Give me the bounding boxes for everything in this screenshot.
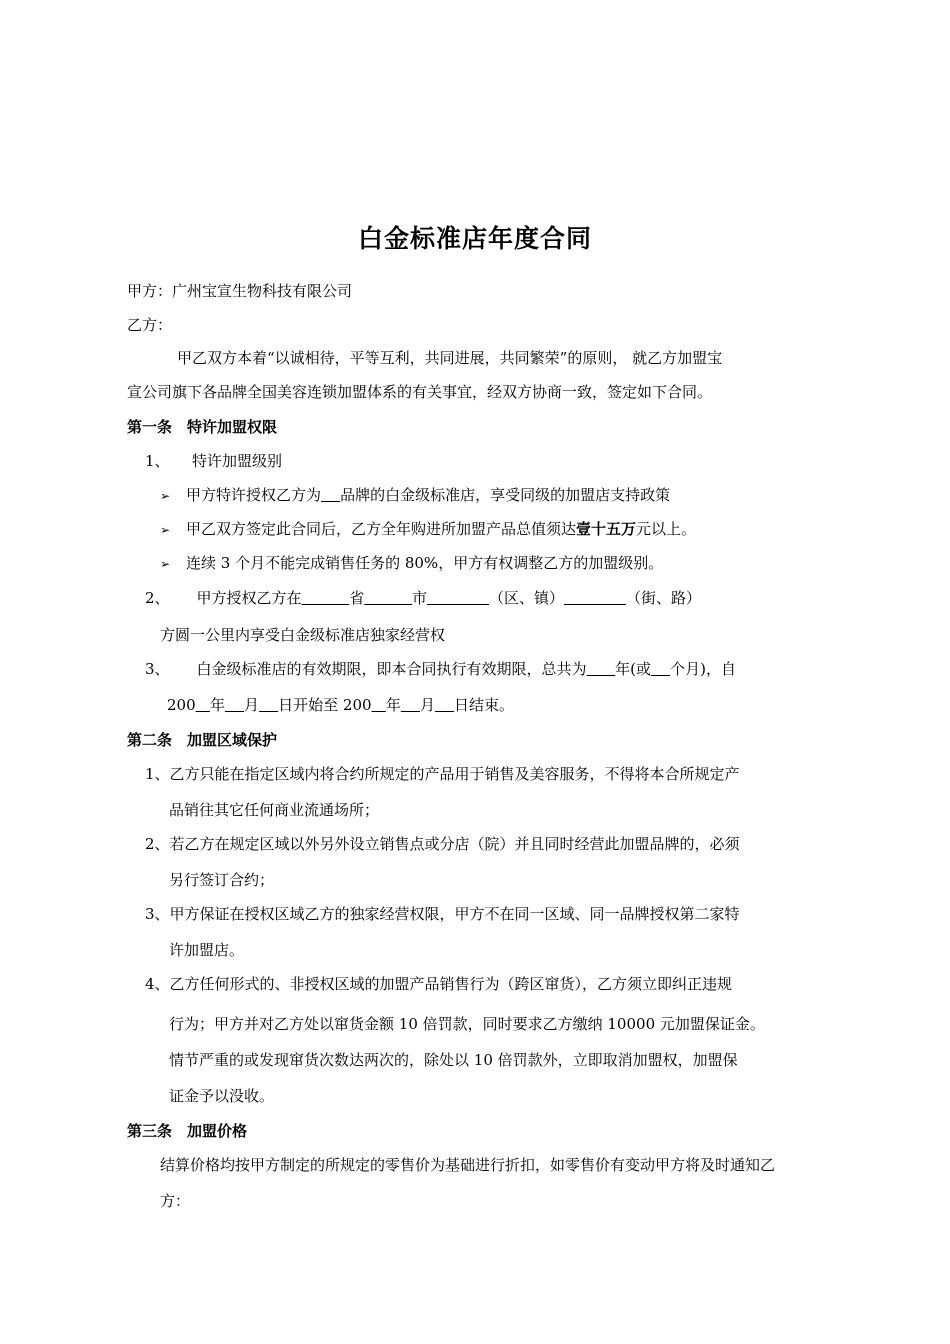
- party-b: 乙方：: [127, 316, 173, 334]
- article-1-heading: 第一条 特许加盟权限: [127, 418, 278, 436]
- article-1-item-2-line-2: 方圆一公里内享受白金级标准店独家经营权: [160, 626, 446, 644]
- article-1-item-3-line-2: 200 年 月 日开始至 200 年 月 日结束。: [167, 696, 515, 714]
- amount-bold: 壹十五万: [576, 520, 637, 538]
- article-2-p3b: 许加盟店。: [169, 941, 245, 959]
- bullet-2: ➢ 甲乙双方签定此合同后，乙方全年购进所加盟产品总值须达壹十五万元以上。: [160, 520, 697, 538]
- article-2-p1a: 1、乙方只能在指定区域内将合约所规定的产品用于销售及美容服务，不得将本合所规定产: [145, 765, 740, 783]
- arrow-bullet-icon: ➢: [160, 489, 171, 503]
- arrow-bullet-icon: ➢: [160, 557, 171, 571]
- article-2-p2a: 2、若乙方在规定区域以外另外设立销售点或分店（院）并且同时经营此加盟品牌的，必须: [145, 835, 740, 853]
- article-2-p4c: 情节严重的或发现窜货次数达两次的，除处以 10 倍罚款外，立即取消加盟权，加盟保: [169, 1051, 738, 1069]
- article-2-p1b: 品销往其它任何商业流通场所；: [169, 801, 380, 819]
- intro-line-2: 宣公司旗下各品牌全国美容连锁加盟体系的有关事宜，经双方协商一致，签定如下合同。: [127, 383, 713, 401]
- party-a: 甲方：广州宝宣生物科技有限公司: [127, 282, 353, 300]
- bullet-3: ➢ 连续 3 个月不能完成销售任务的 80%，甲方有权调整乙方的加盟级别。: [160, 554, 664, 572]
- article-2-p4b: 行为；甲方并对乙方处以窜货金额 10 倍罚款，同时要求乙方缴纳 10000 元加盟保证金。: [169, 1015, 765, 1033]
- article-3-p1a: 结算价格均按甲方制定的所规定的零售价为基础进行折扣，如零售价有变动甲方将及时通知乙: [160, 1156, 776, 1174]
- bullet-1: ➢ 甲方特许授权乙方为 品牌的白金级标准店，享受同级的加盟店支持政策: [160, 486, 671, 504]
- article-2-heading: 第二条 加盟区域保护: [127, 731, 278, 749]
- article-3-heading: 第三条 加盟价格: [127, 1122, 248, 1140]
- article-2-p2b: 另行签订合约；: [169, 871, 275, 889]
- intro-line-1: 甲乙双方本着“以诚相待，平等互利，共同进展，共同繁荣”的原则， 就乙方加盟宝: [177, 349, 723, 367]
- article-3-p1b: 方：: [160, 1192, 191, 1210]
- article-1-item-2: 2、 甲方授权乙方在 省 市 （区、镇） （街、路）: [145, 589, 701, 607]
- document-title: 白金标准店年度合同: [357, 224, 592, 253]
- article-2-p4d: 证金予以没收。: [169, 1087, 275, 1105]
- arrow-bullet-icon: ➢: [160, 523, 171, 537]
- brand-blank: [321, 486, 340, 504]
- article-1-item-1: 1、 特许加盟级别: [145, 452, 283, 470]
- article-1-item-3: 3、 白金级标准店的有效期限，即本合同执行有效期限，总共为 年(或 个月)，自: [145, 660, 736, 678]
- article-2-p3a: 3、甲方保证在授权区域乙方的独家经营权限，甲方不在同一区域、同一品牌授权第二家特: [145, 905, 740, 923]
- article-2-p4a: 4、乙方任何形式的、非授权区域的加盟产品销售行为（跨区窜货），乙方须立即纠正违规: [145, 975, 733, 993]
